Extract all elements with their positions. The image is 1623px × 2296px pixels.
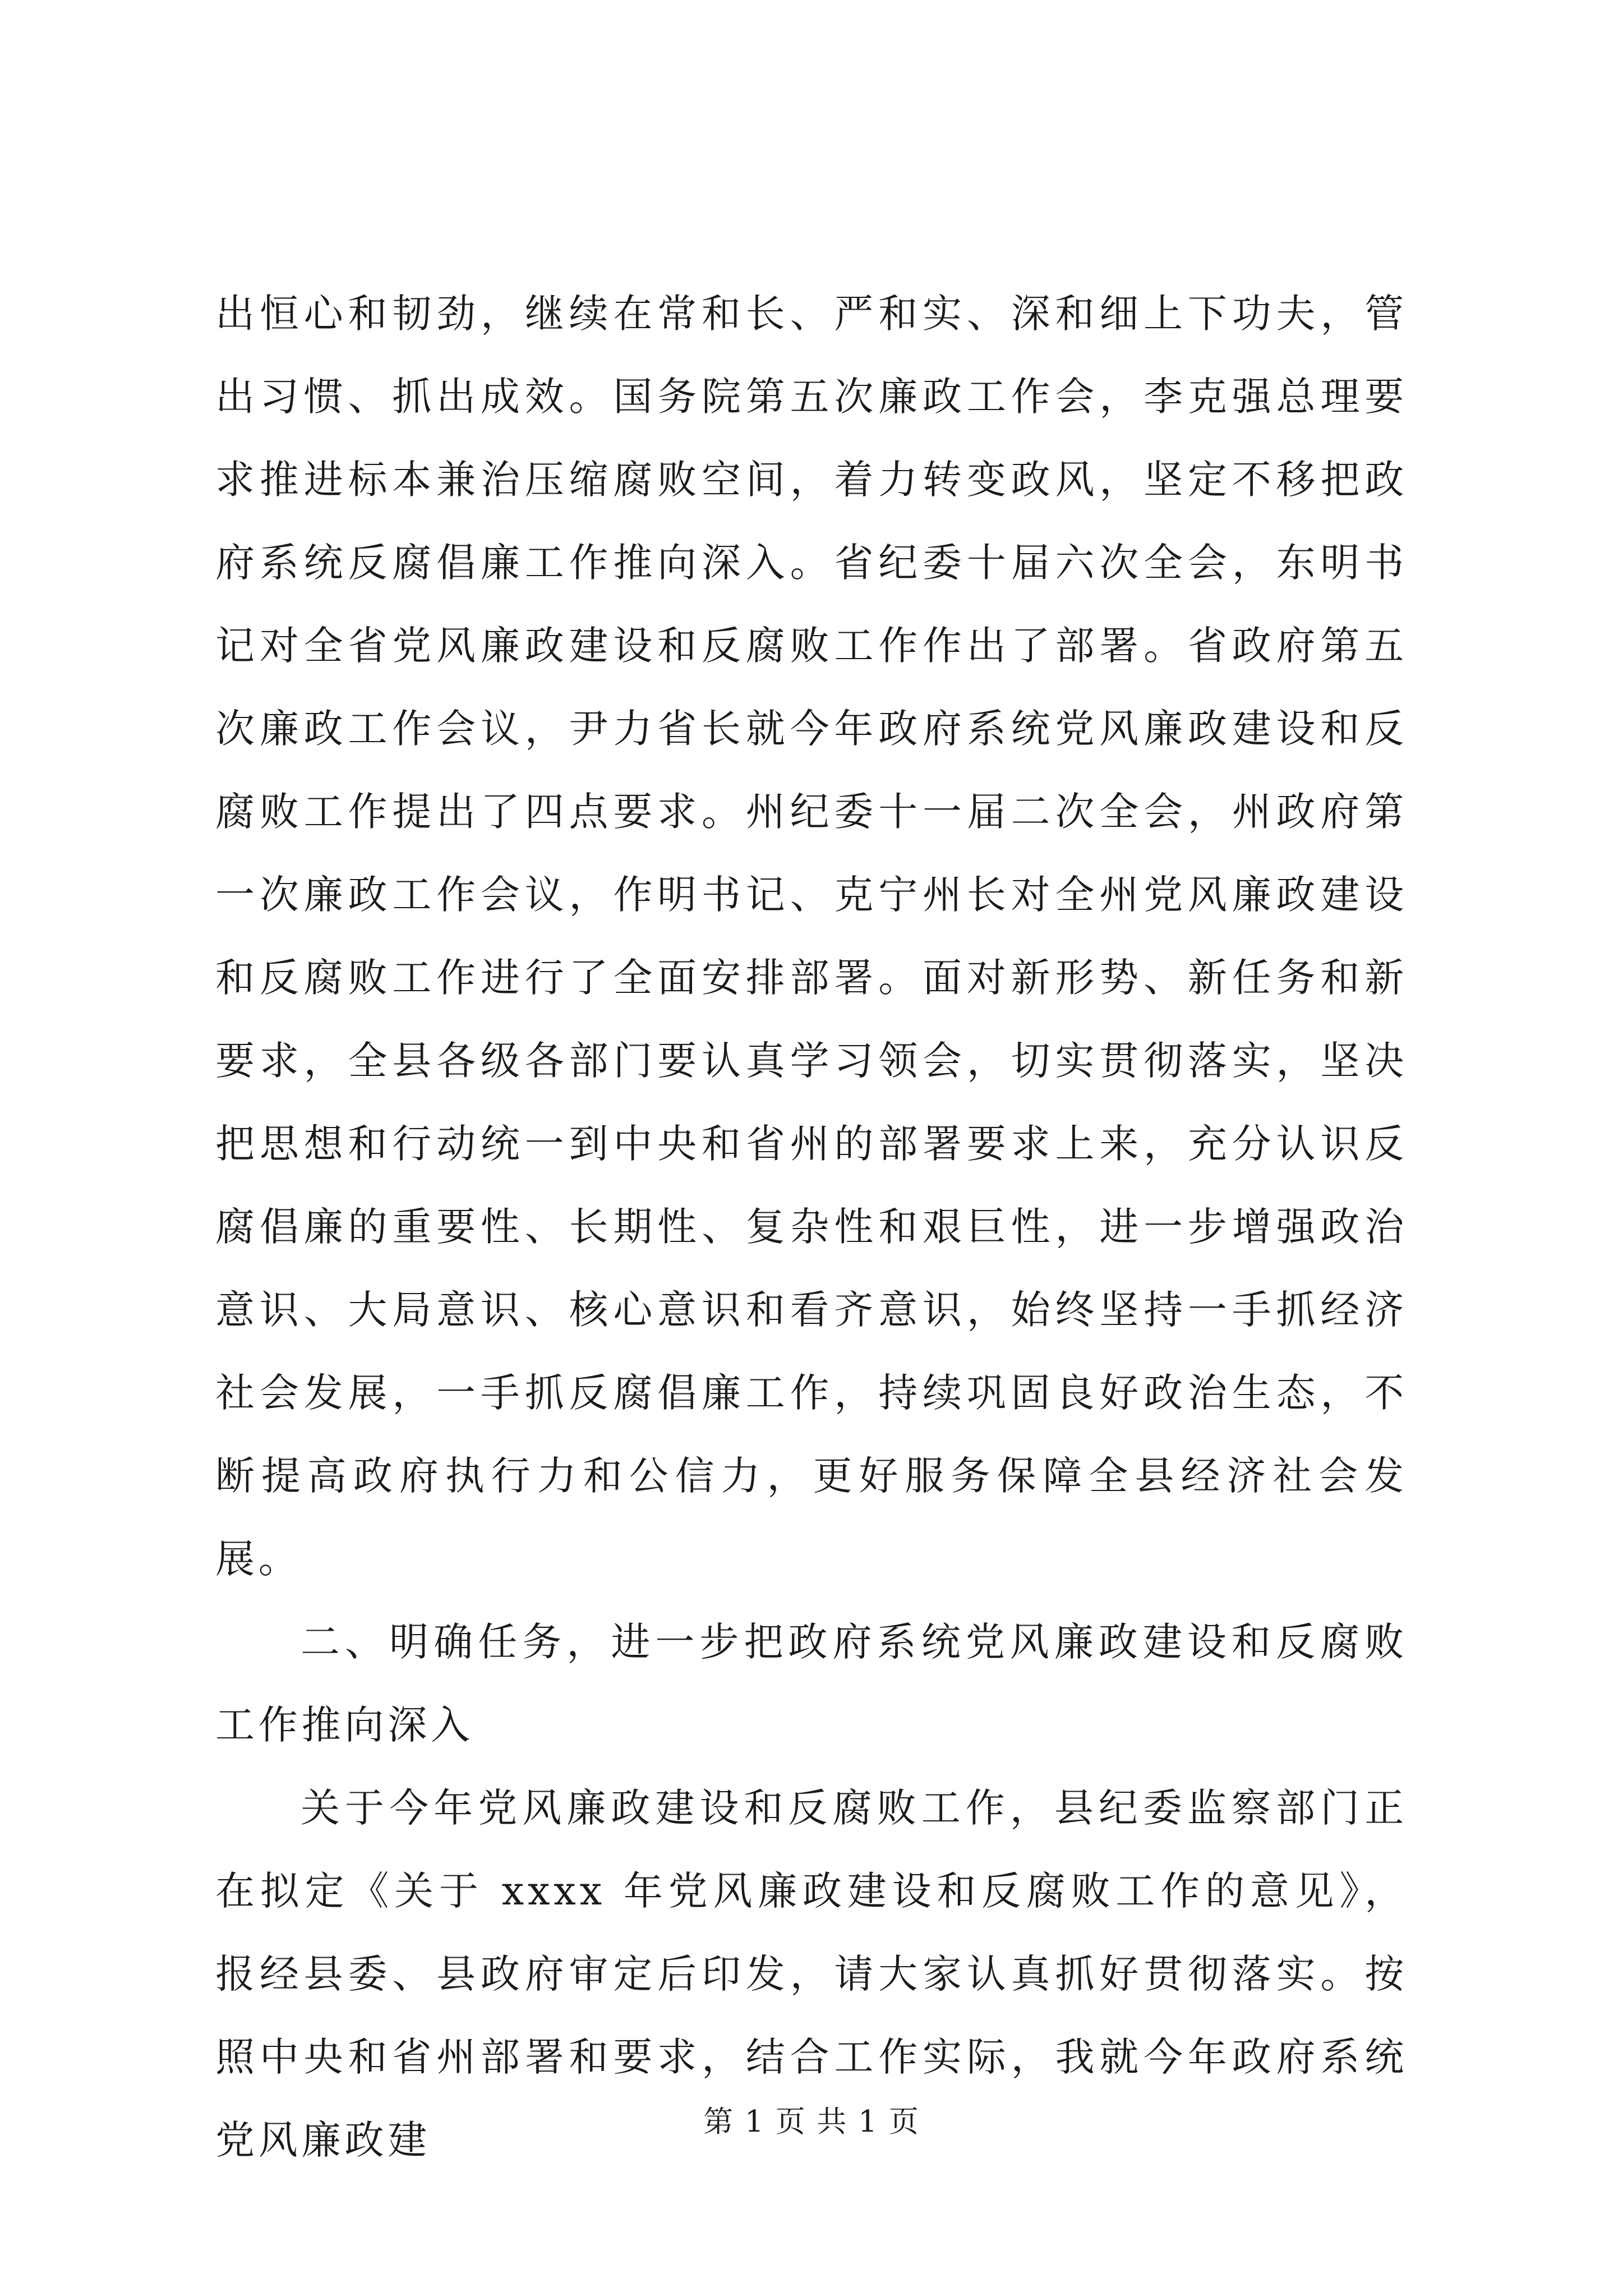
page-number-footer: 第 1 页 共 1 页 xyxy=(703,2105,920,2139)
body-paragraph-1: 出恒心和韧劲，继续在常和长、严和实、深和细上下功夫，管出习惯、抓出成效。国务院第五次廉政工作会，李克强总理要求推进标本兼治压缩腐败空间，着力转变政风，坚定不移把政府系统反腐倡廉工作推向深入。省纪委十届六次全会，东明书记对全省党风廉政建设和反腐败工作作出了部署。省政府第五次廉政工作会议，尹力省长就今年政府系统党风廉政建设和反腐败工作提出了四点要求。州纪委十一届二次全会，州政府第一次廉政工作会议，作明书记、克宁州长对全州党风廉政建设和反腐败工作进行了全面安排部署。面对新形势、新任务和新要求，全县各级各部门要认真学习领会，切实贯彻落实，坚决把思想和行动统一到中央和省州的部署要求上来，充分认识反腐倡廉的重要性、长期性、复杂性和艰巨性，进一步增强政治意识、大局意识、核心意识和看齐意识，始终坚持一手抓经济社会发展，一手抓反腐倡廉工作，持续巩固良好政治生态，不断提高政府执行力和公信力，更好服务保障全县经济社会发展。 xyxy=(215,291,1408,1582)
section-heading-2: 二、明确任务，进一步把政府系统党风廉政建设和反腐败工作推向深入 xyxy=(215,1619,1408,1748)
document-body xyxy=(215,272,1408,2182)
body-paragraph-3: 关于今年党风廉政建设和反腐败工作，县纪委监察部门正在拟定《关于 xxxx 年党风廉政建设和反腐败工作的意见》，报经县委、县政府审定后印发，请大家认真抓好贯彻落实。按照中央和省州部署和要求，结合工作实际，我就今年政府系统党风廉政建 xyxy=(215,1785,1408,2163)
